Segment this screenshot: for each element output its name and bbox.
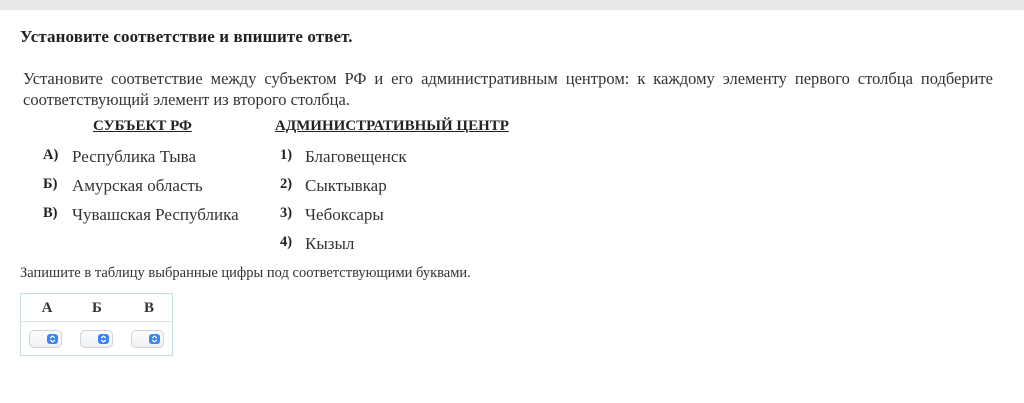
- right-item-key: 1): [280, 147, 293, 163]
- up-down-chevron-icon: [47, 334, 58, 344]
- answer-table-divider: [21, 321, 172, 322]
- left-item-key: В): [43, 205, 58, 221]
- right-item-label: Чебоксары: [305, 205, 384, 224]
- answer-select-a[interactable]: [29, 330, 62, 348]
- right-item-label: Благовещенск: [305, 147, 407, 166]
- left-item-label: Республика Тыва: [72, 147, 197, 166]
- left-column-header: СУБЪЕКТ РФ: [93, 118, 192, 134]
- answer-header-a: А: [41, 300, 53, 316]
- right-item-key: 4): [280, 234, 293, 250]
- task-text: Установите соответствие между субъектом РФ и его административным центром: к каждому элементу первого столбца подберите соответствующий элемент из второго столбца.: [23, 69, 993, 109]
- right-item-key: 3): [280, 205, 293, 221]
- up-down-chevron-icon: [149, 334, 160, 344]
- right-item-label: Кызыл: [305, 234, 355, 253]
- right-column-header: АДМИНИСТРАТИВНЫЙ ЦЕНТР: [275, 118, 509, 134]
- answer-table: [20, 293, 173, 356]
- answer-instruction: Запишите в таблицу выбранные цифры под соответствующими буквами.: [20, 265, 471, 281]
- right-item-label: Сыктывкар: [305, 176, 387, 195]
- answer-select-v[interactable]: [131, 330, 164, 348]
- top-strip: [0, 0, 1024, 10]
- answer-header-v: В: [143, 300, 154, 316]
- up-down-chevron-icon: [98, 334, 109, 344]
- task-title: Установите соответствие и впишите ответ.: [20, 27, 353, 46]
- right-item-key: 2): [280, 176, 293, 192]
- left-item-label: Амурская область: [72, 176, 203, 195]
- left-item-label: Чувашская Республика: [72, 205, 239, 224]
- left-item-key: А): [43, 147, 59, 163]
- answer-select-b[interactable]: [80, 330, 113, 348]
- answer-header-b: Б: [92, 300, 102, 316]
- left-item-key: Б): [43, 176, 58, 192]
